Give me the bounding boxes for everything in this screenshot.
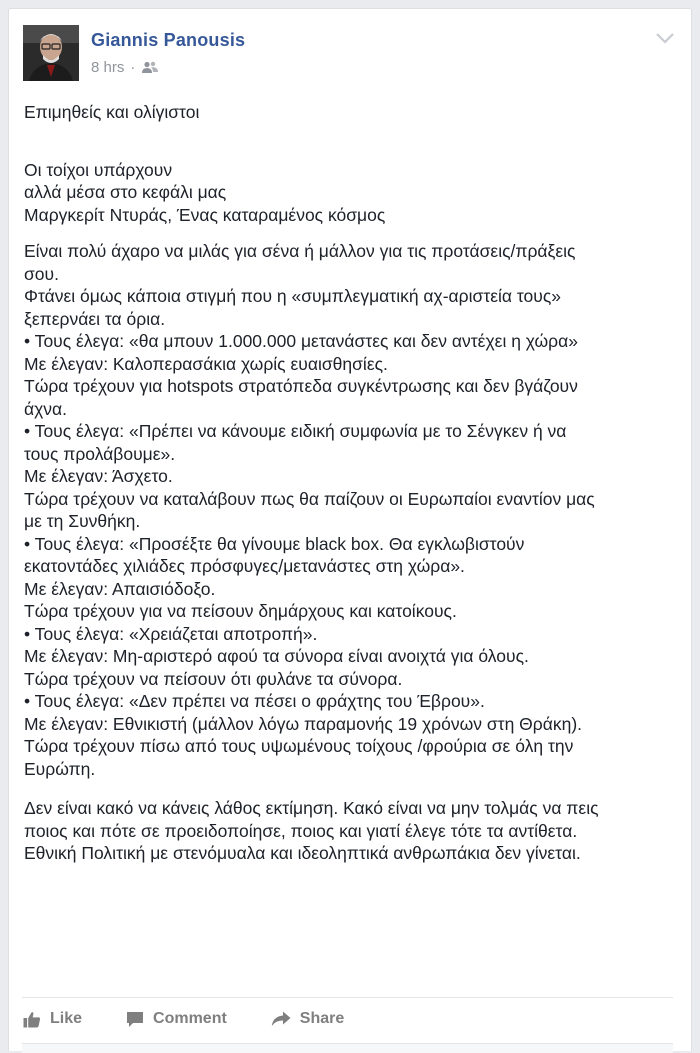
chevron-down-icon[interactable] — [655, 31, 675, 45]
paragraph-line: Με έλεγαν: Εθνικιστή (μάλλον λόγω παραμονής 19 χρόνων στη Θράκη). — [24, 713, 583, 734]
post-meta — [91, 59, 159, 76]
quote-line: αλλά μέσα στο κεφάλι μας — [24, 182, 227, 202]
paragraph-line: Εθνική Πολιτική με στενόμυαλα και ιδεοληπτικά ανθρωπάκια δεν γίνεται. — [24, 843, 581, 863]
post-header — [23, 25, 673, 85]
paragraph-line: • Τους έλεγα: «Χρειάζεται αποτροπή». — [24, 623, 318, 644]
share-arrow-icon — [271, 1011, 291, 1027]
paragraph-line: Τώρα τρέχουν για hotspots στρατόπεδα συγκέντρωσης και δεν βγάζουν — [24, 376, 578, 396]
comment-icon — [126, 1011, 144, 1028]
like-button[interactable] — [23, 1010, 82, 1028]
paragraph-line: Ευρώπη. — [24, 758, 96, 779]
paragraph-line: Με έλεγαν: Μη-αριστερό αφού τα σύνορα είναι ανοιχτά για όλους. — [24, 646, 529, 666]
post-timestamp[interactable]: 8 hrs — [91, 59, 125, 76]
paragraph-line: ξεπερνάει τα όρια. — [24, 308, 166, 329]
post-text — [24, 101, 674, 865]
paragraph-line: Φτάνει όμως κάποια στιγμή που η «συμπλεγματική αχ-αριστεία τους» — [24, 286, 562, 306]
post-actions — [23, 1004, 388, 1034]
paragraph-line: Τώρα τρέχουν για να πείσουν δημάρχους και κατοίκους. — [24, 601, 457, 621]
paragraph-line: με τη Συνθήκη. — [24, 511, 141, 531]
paragraph-line: • Τους έλεγα: «θα μπουν 1.000.000 μετανάστες και δεν αντέχει η χώρα» — [24, 331, 578, 351]
paragraph-line: Τώρα τρέχουν να πείσουν ότι φυλάνε τα σύνορα. — [24, 668, 403, 689]
meta-separator: · — [130, 59, 136, 76]
paragraph-line: Με έλεγαν: Καλοπερασάκια χωρίς ευαισθησίες. — [24, 353, 388, 374]
like-label: Like — [50, 1010, 83, 1027]
comment-label: Comment — [153, 1010, 227, 1027]
paragraph-line: Με έλεγαν: Άσχετο. — [24, 466, 173, 486]
comments-area — [22, 1043, 673, 1053]
paragraph-line: εκατοντάδες χιλιάδες πρόσφυγες/μετανάστες στη χώρα». — [24, 556, 465, 576]
paragraph-line: • Τους έλεγα: «Πρέπει να κάνουμε ειδική συμφωνία με το Σένγκεν ή να — [24, 421, 567, 441]
paragraph-line: Δεν είναι κακό να κάνεις λάθος εκτίμηση. Κακό είναι να μην τολμάς να πεις — [24, 798, 599, 818]
comment-button[interactable] — [126, 1010, 227, 1028]
paragraph-line: άχνα. — [24, 398, 68, 419]
author-name[interactable]: Giannis Panousis — [91, 30, 246, 50]
actions-divider — [22, 997, 673, 998]
post-paragraph — [24, 240, 674, 780]
share-label: Share — [299, 1010, 345, 1027]
paragraph-line: Τώρα τρέχουν πίσω από τους υψωμένους τοίχους /φρούρια σε όλη την — [24, 736, 574, 756]
quote-line: Μαργκερίτ Ντυράς, Ένας καταραμένος κόσμος — [24, 204, 386, 225]
paragraph-line: τους προλάβουμε». — [24, 443, 176, 464]
paragraph-line: σου. — [24, 263, 59, 284]
quote-line: Οι τοίχοι υπάρχουν — [24, 159, 173, 180]
paragraph-line: • Τους έλεγα: «Δεν πρέπει να πέσει ο φράχτης του Έβρου». — [24, 691, 485, 711]
friends-icon[interactable] — [141, 61, 159, 74]
post-quote — [24, 159, 674, 227]
post-title: Επιμηθείς και ολίγιστοι — [24, 102, 200, 122]
paragraph-line: • Τους έλεγα: «Προσέξτε θα γίνουμε black box. Θα εγκλωβιστούν — [24, 533, 525, 554]
paragraph-line: Με έλεγαν: Απαισιόδοξο. — [24, 578, 216, 599]
paragraph-line: Είναι πολύ άχαρο να μιλάς για σένα ή μάλλον για τις προτάσεις/πράξεις — [24, 241, 576, 261]
thumbs-up-icon — [23, 1011, 41, 1028]
post-paragraph — [24, 797, 674, 865]
avatar[interactable] — [23, 25, 79, 81]
avatar-photo — [23, 25, 79, 81]
post-card — [8, 8, 692, 1051]
share-button[interactable] — [271, 1010, 344, 1028]
paragraph-line: Τώρα τρέχουν να καταλάβουν πως θα παίζουν οι Ευρωπαίοι εναντίον μας — [24, 488, 595, 509]
paragraph-line: ποιος και πότε σε προειδοποίησε, ποιος και γιατί έλεγε τότε τα αντίθετα. — [24, 820, 578, 841]
